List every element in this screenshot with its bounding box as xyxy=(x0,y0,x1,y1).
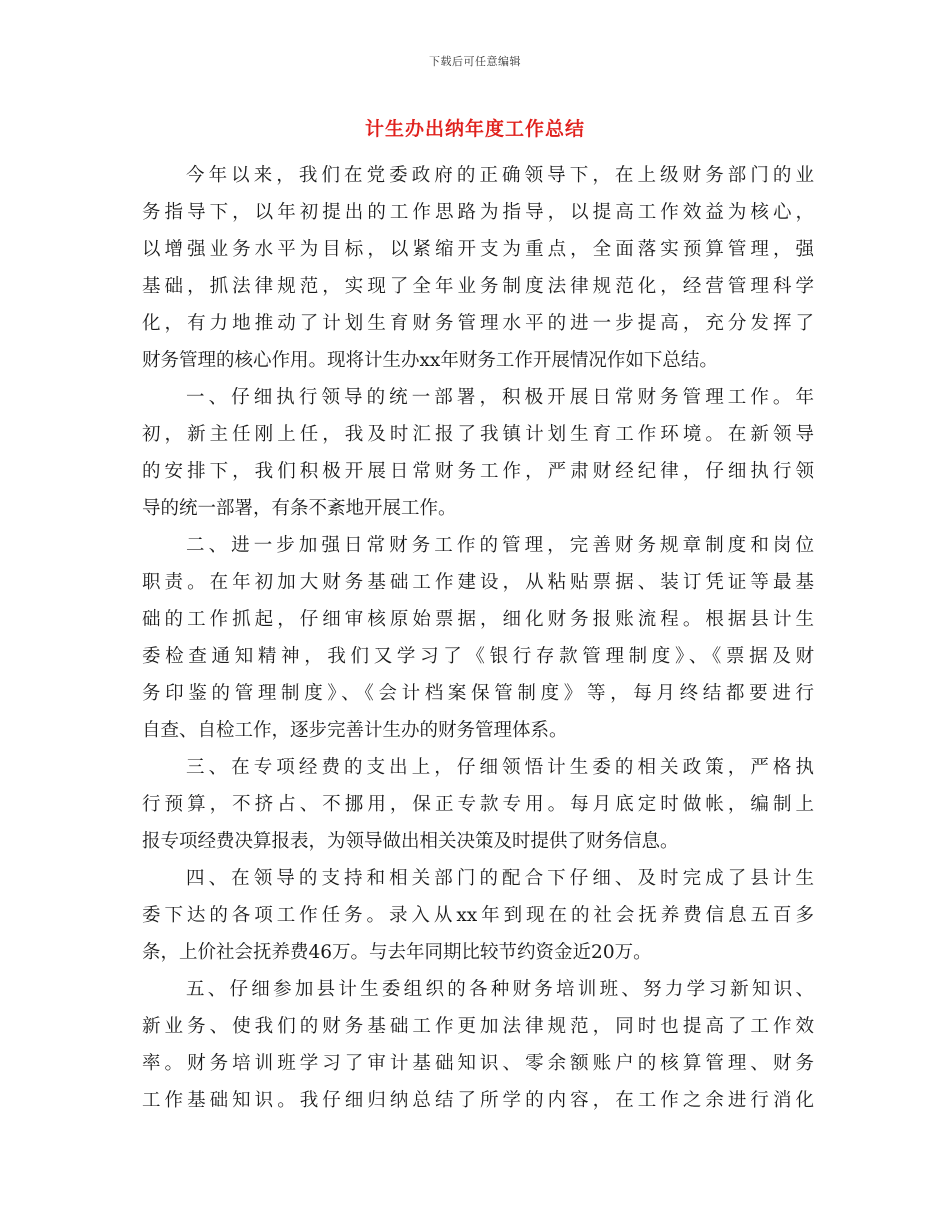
text-line: 职责。在年初加大财务基础工作建设，从粘贴票据、装订凭证等最基 xyxy=(142,572,814,593)
document-title: 计生办出纳年度工作总结 xyxy=(364,118,585,140)
text-line: 五、仔细参加县计生委组织的各种财务培训班、努力学习新知识、 xyxy=(186,979,814,1000)
text-line: 以增强业务水平为目标，以紧缩开支为重点，全面落实预算管理，强 xyxy=(142,239,814,260)
text-line: 条，上价社会抚养费46万。与去年同期比较节约资金近20万。 xyxy=(142,942,652,963)
text-line: 新业务、使我们的财务基础工作更加法律规范，同时也提高了工作效 xyxy=(142,1016,814,1037)
text-line: 报专项经费决算报表，为领导做出相关决策及时提供了财务信息。 xyxy=(142,831,679,852)
text-line: 一、仔细执行领导的统一部署，积极开展日常财务管理工作。年 xyxy=(186,387,814,408)
text-line: 务印鉴的管理制度》、《会计档案保管制度》等，每月终结都要进行 xyxy=(142,683,814,704)
text-line: 行预算，不挤占、不挪用，保正专款专用。每月底定时做帐，编制上 xyxy=(142,794,814,815)
text-line: 初，新主任刚上任，我及时汇报了我镇计划生育工作环境。在新领导 xyxy=(142,424,814,445)
text-line: 导的统一部署，有条不紊地开展工作。 xyxy=(142,498,457,519)
document-body xyxy=(142,157,814,1119)
text-line: 化，有力地推动了计划生育财务管理水平的进一步提高，充分发挥了 xyxy=(142,313,814,334)
text-line: 础的工作抓起，仔细审核原始票据，细化财务报账流程。根据县计生 xyxy=(142,609,814,630)
text-line: 工作基础知识。我仔细归纳总结了所学的内容，在工作之余进行消化 xyxy=(142,1090,814,1111)
text-line: 率。财务培训班学习了审计基础知识、零余额账户的核算管理、财务 xyxy=(142,1053,814,1074)
text-line: 基础，抓法律规范，实现了全年业务制度法律规范化，经营管理科学 xyxy=(142,276,814,297)
text-line: 财务管理的核心作用。现将计生办xx年财务工作开展情况作如下总结。 xyxy=(142,350,718,371)
text-line: 务指导下，以年初提出的工作思路为指导，以提高工作效益为核心， xyxy=(142,202,814,223)
text-line: 三、在专项经费的支出上，仔细领悟计生委的相关政策，严格执 xyxy=(186,757,814,778)
text-line: 的安排下，我们积极开展日常财务工作，严肃财经纪律，仔细执行领 xyxy=(142,461,814,482)
header-note: 下载后可任意编辑 xyxy=(429,55,521,68)
text-line: 委检查通知精神，我们又学习了《银行存款管理制度》、《票据及财 xyxy=(142,646,814,667)
text-line: 自查、自检工作，逐步完善计生办的财务管理体系。 xyxy=(142,720,568,741)
text-line: 二、进一步加强日常财务工作的管理，完善财务规章制度和岗位 xyxy=(186,535,814,556)
text-line: 四、在领导的支持和相关部门的配合下仔细、及时完成了县计生 xyxy=(186,868,814,889)
text-line: 今年以来，我们在党委政府的正确领导下，在上级财务部门的业 xyxy=(186,165,814,186)
text-line: 委下达的各项工作任务。录入从xx年到现在的社会抚养费信息五百多 xyxy=(142,905,814,926)
